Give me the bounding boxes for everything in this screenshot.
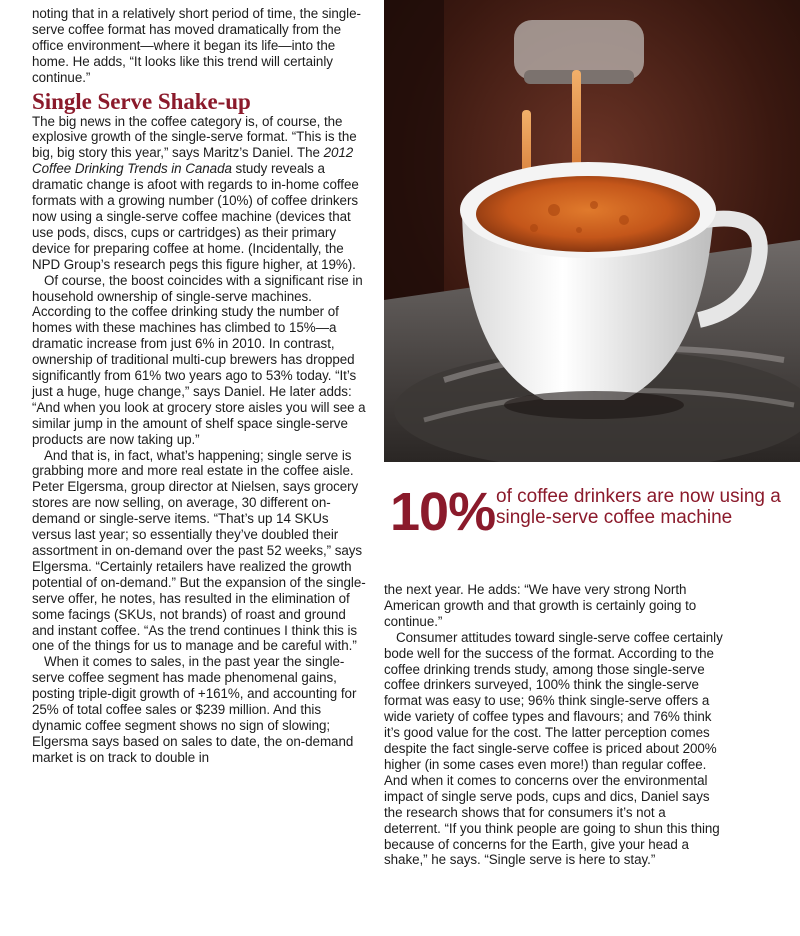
paragraph-4: When it comes to sales, in the past year the single-serve coffee segment has made phenomenal gains, posting triple-digit growth of +161%, and accounting for 25% of total coffee sales or $239 million. And this dynamic coffee segment shows no sign of slowing; Elgersma says based on sales to date, the on-demand market is on track to double in	[32, 654, 357, 765]
paragraph-1-lead: The big news in the coffee category is, of course, the explosive growth of the single-serve format. “This is the big, big story this year,” says Maritz’s Daniel. The	[32, 113, 357, 161]
paragraph-2: Of course, the boost coincides with a significant rise in household ownership of single-serve machines. According to the coffee drinking study the number of homes with these machines has climbed to 15%—a dramatic increase from just 6% in 2010. In contrast, ownership of traditional multi-cup brewers has dropped significantly from 61% two years ago to 53% today. “It’s just a huge, huge change,” says Daniel. He later adds: “And when you look at grocery store aisles you will see a similar jump in the amount of shelf space single-serve products are now taking up.”	[32, 272, 366, 447]
paragraph-3: And that is, in fact, what’s happening; single serve is grabbing more and more real estate in the coffee aisle. Peter Elgersma, group director at Nielsen, says grocery stores are now selling, on average, 30 different on-demand or single-serve items. “That’s up 14 SKUs versus last year; so essentially they’ve doubled their assortment in on-demand over the past 52 weeks,” says Elgersma. “Certainly retailers have realized the growth potential of on-demand.” But the expansion of the single-serve offer, he notes, has resulted in the elimination of some facings (SKUs, not brands) of roast and ground and instant coffee. “As the trend continues I think this is one of the things for us to manage and be careful with.”	[32, 447, 366, 654]
right-paragraph-1: the next year. He adds: “We have very strong North American growth and that growth is certainly going to continue.”	[384, 582, 697, 629]
left-column	[32, 6, 368, 766]
paragraph-1	[32, 114, 368, 273]
right-column	[384, 582, 724, 868]
pull-quote	[384, 478, 800, 550]
paragraph-1-rest: study reveals a dramatic change is afoot with regards to in-home coffee formats with a growing number (10%) of coffee drinkers now using a single-serve coffee machine (devices that use pods, discs, cups or cartridges) as their primary device for preparing coffee at home. (Incidentally, the NPD Group’s research pegs this figure higher, at 19%).	[32, 161, 359, 272]
intro-paragraph: noting that in a relatively short period of time, the single-serve coffee format has moved dramatically from the office environment—where it began its life—into the home. He adds, “It looks like this trend will certainly continue.”	[32, 6, 361, 85]
right-paragraph-2: Consumer attitudes toward single-serve coffee certainly bode well for the success of the format. According to the coffee drinking trends study, among those single-serve coffee drinkers surveyed, 100% think the single-serve format was easy to use; 96% think single-serve offers a wide variety of coffee types and flavours; and 76% think it’s good value for the cost. The latter perception comes despite the fact single-serve coffee is priced about 200% higher (in some cases even more!) than regular coffee. And when it comes to concerns over the environmental impact of single serve pods, cups and dics, Daniel says the research shows that for consumers it’s not a deterrent. “If you think people are going to shun this thing because of concerns for the Earth, give your head a shake,” he says. “Single serve is here to stay.”	[384, 629, 723, 868]
study-title: 2012 Coffee Drinking Trends in Canada	[32, 145, 354, 177]
coffee-cup-photo	[384, 0, 800, 462]
pull-quote-text: of coffee drinkers are now using a single-serve coffee machine	[496, 486, 781, 528]
section-heading: Single Serve Shake-up	[32, 88, 251, 114]
pull-quote-number: 10%	[390, 482, 496, 542]
